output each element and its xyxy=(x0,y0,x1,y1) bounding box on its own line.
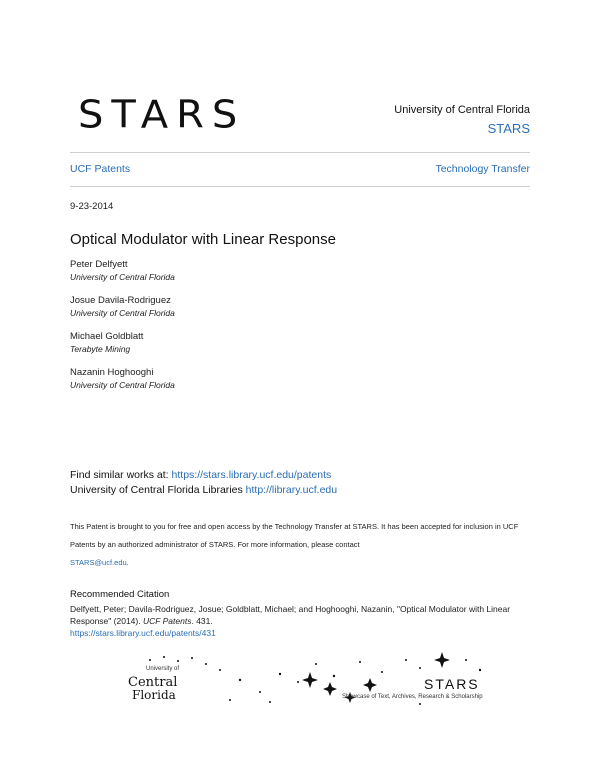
similar-works-link[interactable]: https://stars.library.ucf.edu/patents xyxy=(171,469,332,481)
author-entry xyxy=(70,331,175,355)
author-name: Peter Delfyett xyxy=(70,259,128,270)
author-affiliation: University of Central Florida xyxy=(70,308,175,318)
author-name: Nazanin Hoghooghi xyxy=(70,367,154,378)
institution-block xyxy=(394,104,530,136)
notice-suffix: . xyxy=(126,558,129,567)
stars-tagline: Showcase of Text, Archives, Research & Scholarship xyxy=(342,694,483,700)
libraries-label: University of Central Florida Libraries xyxy=(70,484,246,496)
ucf-logo-line3: Florida xyxy=(132,688,176,702)
author-name: Josue Davila-Rodriguez xyxy=(70,295,171,306)
citation-text: Delfyett, Peter; Davila-Rodriguez, Josue; Goldblatt, Michael; and Hoghooghi, Nazanin, "Optical Modulator with Linear Response" (2014). xyxy=(70,604,511,626)
ucf-logo xyxy=(126,666,190,704)
author-list xyxy=(70,259,175,403)
author-entry xyxy=(70,367,175,391)
similar-label: Find similar works at: xyxy=(70,469,172,481)
author-entry xyxy=(70,295,175,319)
recommended-citation xyxy=(70,589,540,639)
ucf-logo-line1: University of xyxy=(146,666,180,672)
notice-text: This Patent is brought to you for free and open access by the Technology Transfer at STARS. It has been accepted for inclusion in UCF Patents by an authorized administrator of STARS. For more information, please contact xyxy=(70,522,519,549)
document-title: Optical Modulator with Linear Response xyxy=(70,231,336,248)
author-entry xyxy=(70,259,175,283)
technology-transfer-link[interactable]: Technology Transfer xyxy=(435,163,530,175)
similar-works xyxy=(70,468,337,498)
nav-divider xyxy=(70,186,530,187)
citation-number: . 431. xyxy=(191,616,213,626)
publication-date: 9-23-2014 xyxy=(70,201,114,212)
repository-link[interactable]: STARS xyxy=(487,121,530,136)
contact-email-link[interactable]: STARS@ucf.edu xyxy=(70,558,127,567)
citation-series: UCF Patents xyxy=(142,616,192,626)
author-affiliation: Terabyte Mining xyxy=(70,344,131,354)
footer-banner xyxy=(120,652,500,708)
stars-footer-logo: STARS xyxy=(424,676,480,692)
author-name: Michael Goldblatt xyxy=(70,331,144,342)
citation-url-link[interactable]: https://stars.library.ucf.edu/patents/431 xyxy=(70,628,216,638)
header-divider xyxy=(70,152,530,153)
access-notice xyxy=(70,518,540,572)
citation-body xyxy=(70,603,540,627)
stars-logo: STARS xyxy=(78,93,246,137)
ucf-patents-link[interactable]: UCF Patents xyxy=(70,163,131,175)
ucf-logo-line2: Central xyxy=(128,675,178,690)
author-affiliation: University of Central Florida xyxy=(70,380,175,390)
citation-heading: Recommended Citation xyxy=(70,589,170,600)
libraries-link[interactable]: http://library.ucf.edu xyxy=(245,484,338,496)
author-affiliation: University of Central Florida xyxy=(70,272,175,282)
institution-name: University of Central Florida xyxy=(394,104,530,116)
